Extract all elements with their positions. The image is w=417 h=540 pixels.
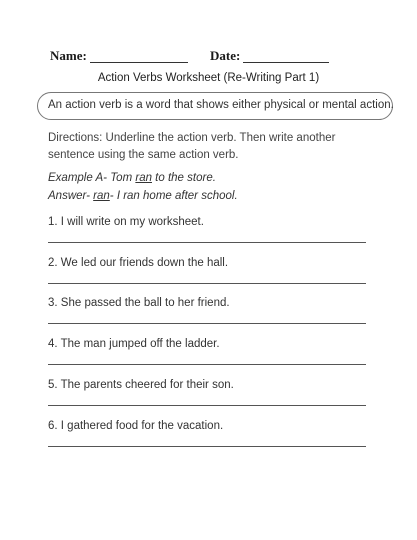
definition-text: An action verb is a word that shows either physical or mental action. bbox=[48, 99, 394, 111]
answer-line[interactable] bbox=[48, 364, 366, 365]
question-item bbox=[48, 420, 368, 432]
answer-line[interactable] bbox=[48, 242, 366, 243]
answer-line[interactable] bbox=[48, 446, 366, 447]
question-item bbox=[48, 216, 368, 228]
name-label: Name: bbox=[50, 48, 87, 63]
question-text: 5. The parents cheered for their son. bbox=[48, 379, 234, 391]
question-text: 6. I gathered food for the vacation. bbox=[48, 420, 224, 432]
example-prefix: Example A- Tom bbox=[48, 172, 136, 184]
answer-line[interactable] bbox=[48, 283, 366, 284]
directions-text: Directions: Underline the action verb. Then write another sentence using the same action verb. bbox=[48, 132, 336, 161]
worksheet-title: Action Verbs Worksheet (Re-Writing Part 1) bbox=[97, 72, 320, 84]
answer-suffix: - I ran home after school. bbox=[109, 190, 238, 202]
question-item bbox=[48, 338, 368, 350]
example-answer bbox=[48, 190, 238, 202]
header-row bbox=[50, 48, 390, 68]
question-item bbox=[48, 297, 368, 309]
answer-verb: ran bbox=[93, 190, 110, 202]
question-text: 1. I will write on my worksheet. bbox=[48, 216, 204, 228]
answer-prefix: Answer- bbox=[48, 190, 94, 202]
answer-line[interactable] bbox=[48, 405, 366, 406]
question-text: 3. She passed the ball to her friend. bbox=[48, 297, 230, 309]
question-text: 2. We led our friends down the hall. bbox=[48, 257, 229, 269]
name-blank-line bbox=[90, 62, 188, 63]
question-item bbox=[48, 379, 368, 391]
date-label: Date: bbox=[210, 48, 241, 63]
example-sentence bbox=[48, 172, 216, 184]
example-verb: ran bbox=[135, 172, 152, 184]
definition-box bbox=[37, 92, 393, 120]
question-text: 4. The man jumped off the ladder. bbox=[48, 338, 220, 350]
date-blank-line bbox=[243, 62, 329, 63]
question-item bbox=[48, 257, 368, 269]
answer-line[interactable] bbox=[48, 323, 366, 324]
example-suffix: to the store. bbox=[151, 172, 216, 184]
